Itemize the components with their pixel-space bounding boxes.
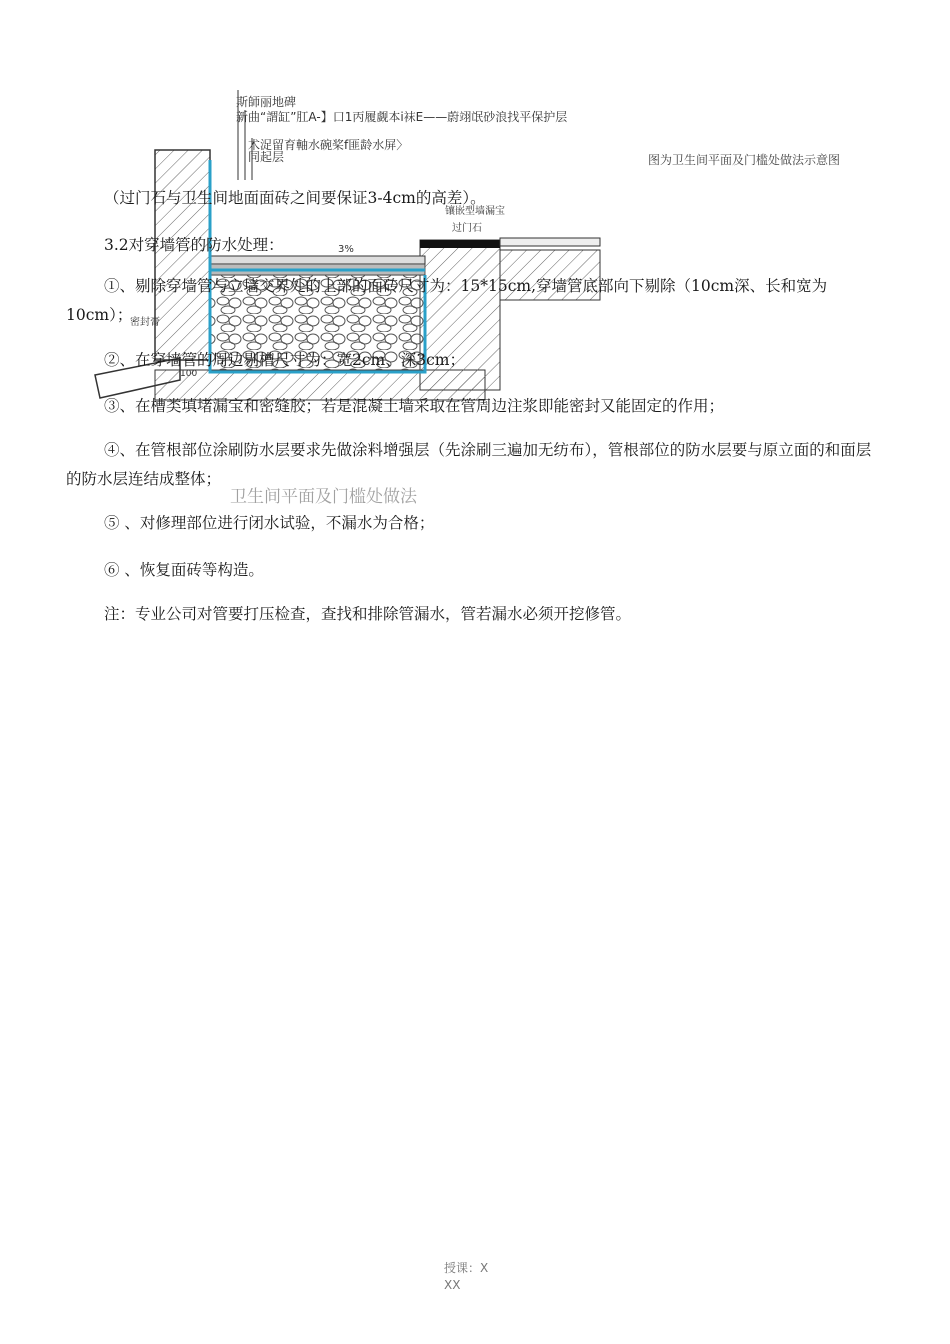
- footer-line-1: 授课：X: [444, 1261, 489, 1275]
- dimension-label: 100: [180, 369, 198, 379]
- section-heading-3-2: 3.2对穿墙管的防水处理：: [104, 236, 284, 254]
- step-6: ⑥ 、恢复面砖等构造。: [104, 561, 264, 579]
- step-3: ③、在槽类填堵漏宝和密缝胶；若是混凝土墙采取在管周边注浆即能密封又能固定的作用；: [104, 397, 725, 415]
- step-5: ⑤ 、对修理部位进行闭水试验，不漏水为合格；: [104, 514, 435, 532]
- step-1: ①、剔除穿墙管与立墙交界处的上部的面砖尺寸为：15*15cm,穿墙管底部向下剔除（10cm深、长和宽为10cm）；: [66, 277, 828, 324]
- sealant-label: 密封膏: [130, 317, 160, 328]
- paragraph-height-note: （过门石与卫生间地面面砖之间要保证3-4cm的高差）。: [104, 189, 486, 207]
- slope-label: 3%: [338, 244, 354, 255]
- step-4: ④、在管根部位涂刷防水层要求先做涂料增强层（先涂刷三遍加无纺布），管根部位的防水层要与原立面的和面层的防水层连结成整体；: [66, 441, 872, 488]
- drawing-callout-2: 新曲“謂缸”肛A-】口1丙履觑本i袜E——蔚翊氓砂浪找平保护层: [236, 110, 568, 124]
- drawing-callout-4: 同起层: [248, 150, 285, 164]
- threshold-top-label: 镶嵌型墙漏宝: [445, 206, 505, 217]
- page-footer: [444, 1260, 488, 1294]
- threshold-stone-label: 过门石: [452, 223, 482, 234]
- drawing-callout-3: 术浞留育軸水碗桨f匪龄水屏〉: [248, 138, 409, 152]
- footer-line-2: XX: [444, 1278, 461, 1292]
- drawing-title: 卫生间平面及门槛处做法: [230, 487, 417, 507]
- drawing-callout-1: 斯師丽地碑: [236, 95, 297, 109]
- figure-caption: 图为卫生间平面及门槛处做法示意图: [648, 153, 841, 167]
- note-paragraph: 注：专业公司对管要打压检查，查找和排除管漏水，管若漏水必须开挖修管。: [104, 605, 632, 623]
- step-2: ②、在穿墙管的周边剔槽尺寸为：宽2cm、深3cm；: [104, 351, 465, 369]
